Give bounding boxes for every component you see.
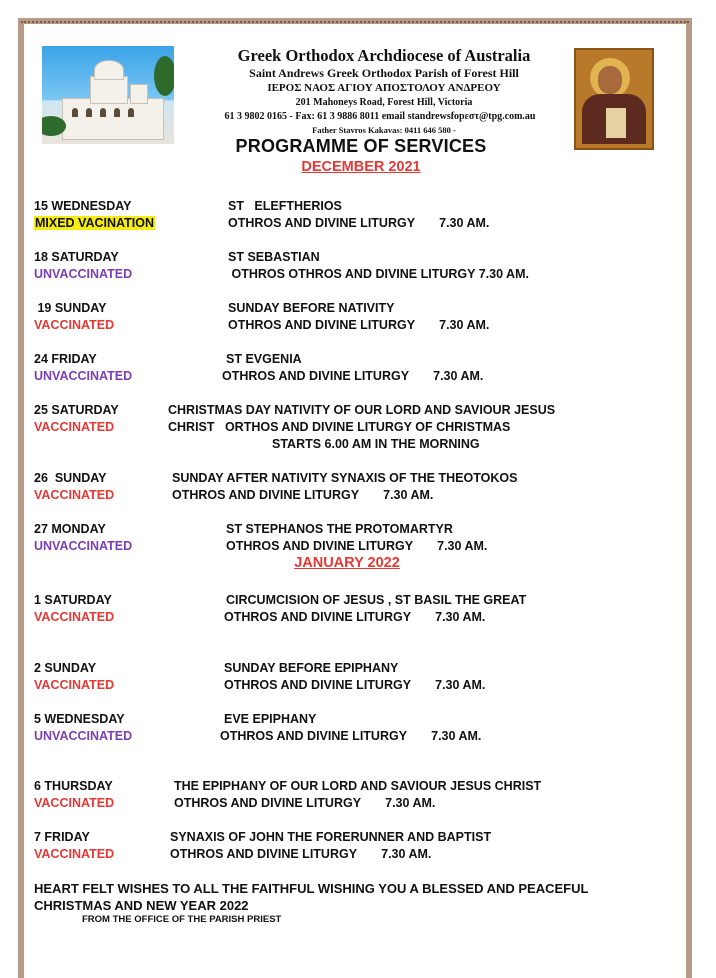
- service-line: OTHROS AND DIVINE LITURGY 7.30 AM.: [228, 318, 490, 332]
- service-day: 2 SUNDAY: [34, 661, 97, 675]
- service-status: VACCINATED: [34, 678, 115, 692]
- service-line: OTHROS AND DIVINE LITURGY 7.30 AM.: [170, 847, 432, 861]
- service-line: OTHROS AND DIVINE LITURGY 7.30 AM.: [220, 729, 482, 743]
- service-day: 1 SATURDAY: [34, 593, 112, 607]
- service-line: CHRISTMAS DAY NATIVITY OF OUR LORD AND SAVIOUR JESUS: [168, 403, 556, 417]
- service-status: VACCINATED: [34, 318, 115, 332]
- footer-signature: FROM THE OFFICE OF THE PARISH PRIEST: [82, 914, 282, 925]
- service-status: UNVACCINATED: [34, 369, 133, 383]
- service-status: VACCINATED: [34, 796, 115, 810]
- service-day: 5 WEDNESDAY: [34, 712, 125, 726]
- service-day: 26 SUNDAY: [34, 471, 107, 485]
- page-frame: [18, 18, 692, 978]
- service-day: 18 SATURDAY: [34, 250, 119, 264]
- service-day: 27 MONDAY: [34, 522, 106, 536]
- service-line: STARTS 6.00 AM IN THE MORNING: [272, 437, 480, 451]
- service-line: OTHROS AND DIVINE LITURGY 7.30 AM.: [174, 796, 436, 810]
- service-line: ST ELEFTHERIOS: [228, 199, 342, 213]
- parish-name-greek: ΙΕΡΟΣ ΝΑΟΣ ΑΓΙΟΥ ΑΠΟΣΤΟΛΟΥ ΑΝΔΡΕΟΥ: [267, 82, 501, 94]
- service-day: 15 WEDNESDAY: [34, 199, 132, 213]
- service-line: ST STEPHANOS THE PROTOMARTYR: [226, 522, 453, 536]
- service-line: SYNAXIS OF JOHN THE FORERUNNER AND BAPTIST: [170, 830, 492, 844]
- service-line: OTHROS AND DIVINE LITURGY 7.30 AM.: [222, 369, 484, 383]
- service-line: OTHROS AND DIVINE LITURGY 7.30 AM.: [226, 539, 488, 553]
- service-line: CIRCUMCISION OF JESUS , ST BASIL THE GREAT: [226, 593, 527, 607]
- month-december: DECEMBER 2021: [301, 159, 421, 175]
- service-line: OTHROS AND DIVINE LITURGY 7.30 AM.: [224, 678, 486, 692]
- parish-contact: 61 3 9802 0165 - Fax: 61 3 9886 8011 email standrewsfopεστ@tpg.com.au: [224, 111, 536, 122]
- parish-address: 201 Mahoneys Road, Forest Hill, Victoria: [295, 97, 473, 108]
- service-line: OTHROS AND DIVINE LITURGY 7.30 AM.: [228, 216, 490, 230]
- service-line: CHRIST ORTHOS AND DIVINE LITURGY OF CHRISTMAS: [168, 420, 511, 434]
- service-line: ST SEBASTIAN: [228, 250, 320, 264]
- service-day: 25 SATURDAY: [34, 403, 119, 417]
- service-status: UNVACCINATED: [34, 267, 133, 281]
- service-status: VACCINATED: [34, 610, 115, 624]
- programme-title: PROGRAMME OF SERVICES: [235, 136, 487, 156]
- service-line: OTHROS AND DIVINE LITURGY 7.30 AM.: [172, 488, 434, 502]
- service-day: 19 SUNDAY: [34, 301, 107, 315]
- service-line: SUNDAY BEFORE NATIVITY: [228, 301, 395, 315]
- church-photo: [42, 46, 174, 144]
- archdiocese-title: Greek Orthodox Archdiocese of Australia: [237, 46, 531, 65]
- service-status: MIXED VACINATION: [35, 216, 154, 230]
- service-line: EVE EPIPHANY: [224, 712, 317, 726]
- month-january: JANUARY 2022: [294, 555, 400, 571]
- service-status: UNVACCINATED: [34, 539, 133, 553]
- service-line: SUNDAY AFTER NATIVITY SYNAXIS OF THE THEOTOKOS: [172, 471, 518, 485]
- service-status: VACCINATED: [34, 847, 115, 861]
- service-line: OTHROS AND DIVINE LITURGY 7.30 AM.: [224, 610, 486, 624]
- service-line: ST EVGENIA: [226, 352, 302, 366]
- parish-priest: Father Stavros Kakavas: 0411 646 580 -: [312, 125, 456, 135]
- service-day: 7 FRIDAY: [34, 830, 90, 844]
- service-line: THE EPIPHANY OF OUR LORD AND SAVIOUR JESUS CHRIST: [174, 779, 542, 793]
- parish-name: Saint Andrews Greek Orthodox Parish of Forest Hill: [249, 66, 519, 80]
- service-status: VACCINATED: [34, 420, 115, 434]
- service-status: UNVACCINATED: [34, 729, 133, 743]
- service-line: OTHROS OTHROS AND DIVINE LITURGY 7.30 AM.: [228, 267, 529, 281]
- christmas-wishes: HEART FELT WISHES TO ALL THE FAITHFUL WISHING YOU A BLESSED AND PEACEFUL CHRISTMAS AND NEW YEAR 2022: [34, 881, 589, 913]
- service-day: 6 THURSDAY: [34, 779, 113, 793]
- service-line: SUNDAY BEFORE EPIPHANY: [224, 661, 399, 675]
- service-day: 24 FRIDAY: [34, 352, 97, 366]
- service-status: VACCINATED: [34, 488, 115, 502]
